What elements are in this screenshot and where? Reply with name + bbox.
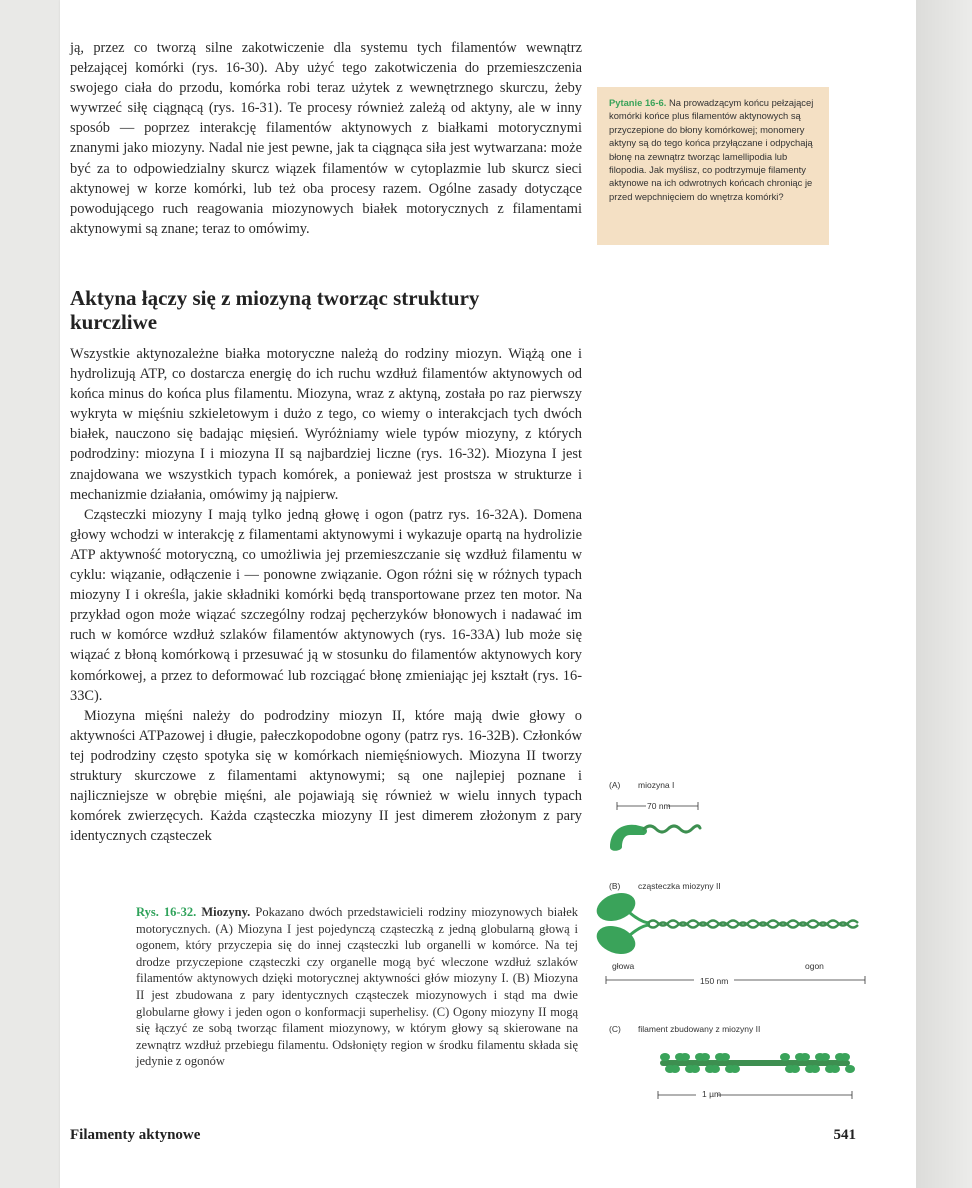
paragraph: ją, przez co tworzą silne zakotwiczenie dla systemu tych filamentów wewnątrz pełzającej komórki (rys. 16-30). Aby użyć tego zakotwiczenia do przemieszczenia swojego ciała do przodu, komórka robi teraz użytek z wewnętrznego skurczu, żeby wywrzeć siłę ciągnącą (rys. 16-31). Te procesy również zależą od aktyny, ale w inny sposób — poprzez interakcję filamentów aktynowych z białkami motorycznymi znanymi jako miozyny. Nadal nie jest pewne, jak ta ciągnąca siła jest wytwarzana: może być za to odpowiedzialny skurcz wiązek filamentów w cytoplazmie lub skurcz sieci aktynowej w korze komórki, lub też oba procesy razem. Ogólne zasady dotyczące powodującego ruch reagowania miozynowych białek motorycznych z filamentami aktynowymi są znane; teraz to omówimy.	[70, 40, 582, 237]
panel-a-letter: (A)	[609, 780, 621, 790]
question-box	[597, 87, 829, 245]
panel-b-head-label: głowa	[612, 961, 635, 971]
question-title: Pytanie 16-6.	[609, 97, 667, 108]
body-text-top	[70, 38, 582, 239]
body-text-main	[70, 344, 582, 846]
panel-b-title: cząsteczka miozyny II	[638, 881, 721, 891]
panel-a-scale-label: 70 nm	[647, 801, 671, 811]
panel-c-scale-bar	[658, 1091, 852, 1099]
book-page	[60, 0, 916, 1188]
panel-b-letter: (B)	[609, 881, 621, 891]
panel-a-title: miozyna I	[638, 780, 675, 790]
panel-b-scale-bar	[606, 976, 865, 984]
page-number: 541	[833, 1127, 856, 1143]
figure-caption-text: Pokazano dwóch przedstawicieli rodziny miozynowych białek motorycznych. (A) Miozyna I jest pojedynczą cząsteczką z jedną globularną głową i ogonem, który przyczepia się do innej cząsteczki lub organelli w komórce. Na tej drodze przyczepione cząsteczki czy organelle mogą być wleczone wzdłuż szlaków filamentów aktynowych dzięki motorycznej aktywności głów miozyny I. (B) Miozyna II jest zbudowana z pary identycznych cząsteczek miozynowych i stąd ma dwie globularne głowy i jeden ogon o konformacji superhelisy. (C) Ogony miozyny II mogą się łączyć ze sobą tworząc filament miozynowy, w którym głowy są skierowane na zewnątrz wzdłuż przebiegu filamentu. Odsłonięty region w środku filamentu składa się jedynie z ogonów	[136, 905, 579, 1069]
panel-b-scale-label: 150 nm	[700, 976, 729, 986]
panel-b-tail-label: ogon	[805, 961, 824, 971]
page-edge	[916, 0, 972, 1188]
panel-c-letter: (C)	[609, 1024, 621, 1034]
figure-caption	[136, 904, 578, 1070]
panel-a-scale-bar	[617, 802, 698, 810]
paragraph: Cząsteczki miozyny I mają tylko jedną głowę i ogon (patrz rys. 16-32A). Domena głowy wchodzi w interakcję z filamentami aktynowymi i wykazuje opartą na hydrolizie ATP aktywność motoryczną, co umożliwia jej przemieszczanie się wzdłuż filamentu w cyklu: wiązanie, odłączenie i — ponowne związanie. Ogon różni się w różnych typach miozyny I i określa, jakie składniki komórki będą transportowane przez ten motor. Na przykład ogon może wiązać szczególny rodzaj pęcherzyków błonowych i nadawać im ruch w komórce wzdłuż szlaków filamentów aktynowych (rys. 16-33A) lub może się wiązać z błoną komórkową i przesuwać ją w stosunku do filamentów aktynowych kory komórkowej, a przez to deformować lub rozciągać błonę zmieniając jej kształt (rys. 16-33C).	[70, 506, 582, 704]
figure-title: Miozyny.	[201, 905, 251, 919]
running-footer-title: Filamenty aktynowe	[70, 1127, 201, 1143]
question-text: Na prowadzącym końcu pełzającej komórki końce plus filamentów aktynowych są przyczepione do błony komórkowej; monomery aktyny są do tego końca przyłączane i odpychają błonę na zewnątrz tworząc lamellipodia lub filopodia. Jak myślisz, co podtrzymuje filamenty aktynowe na ich odwrotnych końcach chroniąc je przed wepchnięciem do wnętrza komórki?	[609, 97, 814, 202]
myosin-ii-filament	[660, 1053, 855, 1073]
paragraph: Miozyna mięśni należy do podrodziny miozyn II, które mają dwie głowy o aktywności ATPazowej i długie, pałeczkopodobne ogony (patrz rys. 16-32B). Członków tej podrodziny często spotyka się w komórkach niemięśniowych. Miozyna II tworzy struktury skurczowe z filamentami aktynowymi; są one najlepiej poznane i najliczniejsze w obrębie mięśni, ale pojawiają się również w wielu innych typach komórek zwierzęcych. Każda cząsteczka miozyny II jest dimerem złożonym z pary identycznych cząsteczek	[70, 707, 582, 845]
figure-number: Rys. 16-32.	[136, 905, 197, 919]
paragraph: Wszystkie aktynozależne białka motoryczne należą do rodziny miozyn. Wiążą one i hydrolizują ATP, co dostarcza energię do ich ruchu wzdłuż filamentów aktynowych od końca minus do końca plus filamentu. Miozyna, wraz z aktyną, została po raz pierwszy wykryta w mięśniu szkieletowym i dużo z tego, co wiemy o interakcjach tych dwóch białek, nauczono się badając mięsień. Wyróżniamy wiele typów miozyny, z których podrodziny: miozyna I i miozyna II są najbardziej liczne (rys. 16-32). Miozyna I jest znajdowana we wszystkich typach komórek, a ponieważ jest prostsza w strukturze i mechanizmie działania, omówimy ją najpierw.	[70, 346, 582, 503]
section-heading: Aktyna łączy się z miozyną tworząc struktury kurczliwe	[70, 286, 480, 334]
myosin-figure	[590, 775, 890, 1105]
panel-c-scale-label: 1 µm	[702, 1089, 722, 1099]
panel-c-title: filament zbudowany z miozyny II	[638, 1024, 761, 1034]
myosin-ii-molecule	[593, 888, 858, 959]
myosin-i-molecule	[610, 825, 700, 851]
